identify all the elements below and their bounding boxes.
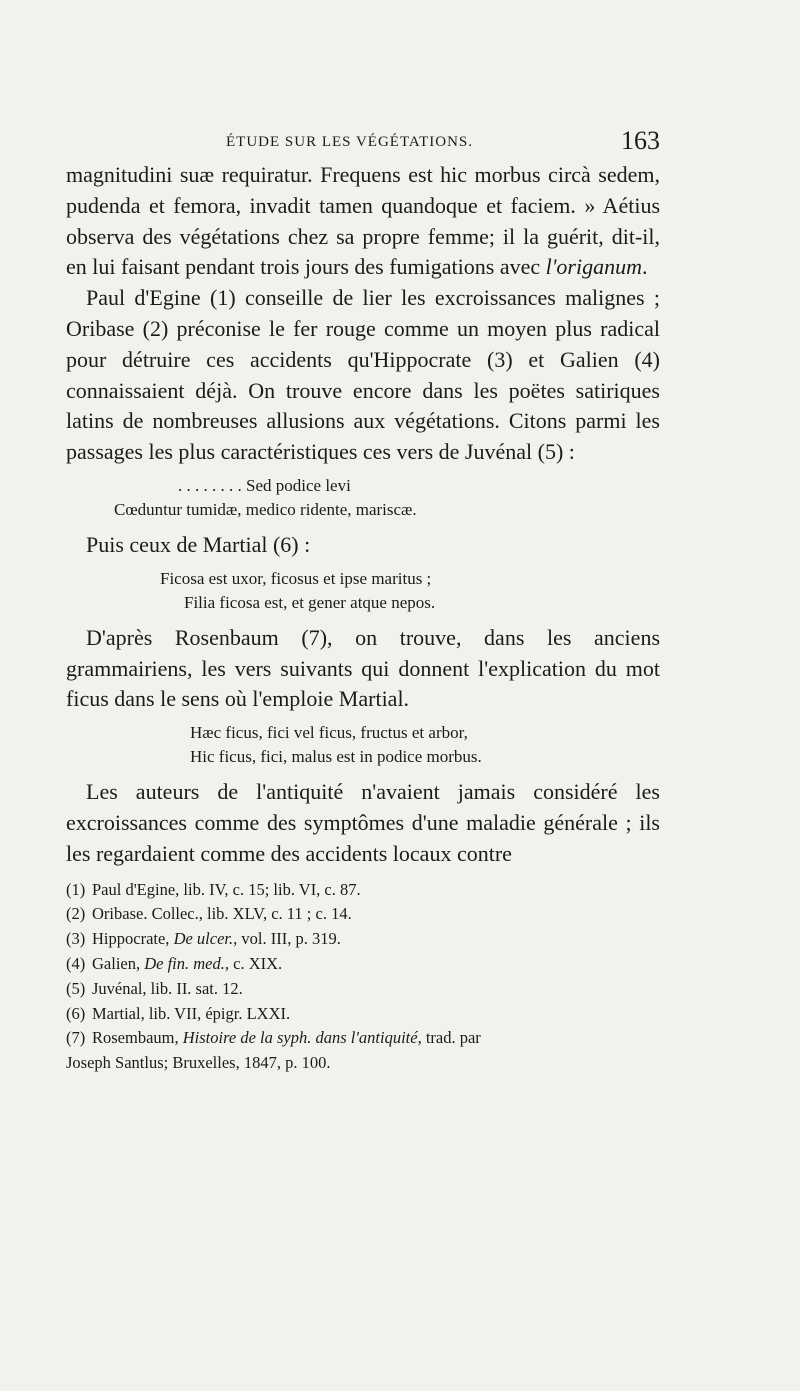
footnote: (5) Juvénal, lib. II. sat. 12. <box>66 978 243 998</box>
juvenal-verse <box>66 474 660 522</box>
page-number: 163 <box>621 126 660 155</box>
verse-line: Filia ficosa est, et gener atque nepos. <box>184 592 436 612</box>
paragraph-3: Puis ceux de Martial (6) : <box>86 531 311 557</box>
verse-line: Cœduntur tumidæ, medico ridente, mariscæ. <box>114 499 417 519</box>
paragraph-4: D'après Rosenbaum (7), on trouve, dans les anciens grammairiens, les vers suivants qui donnent l'explication du mot ficus dans le sens où l'emploie Martial. <box>66 624 660 712</box>
footnotes <box>66 878 660 1076</box>
verse-line: Ficosa est uxor, ficosus et ipse maritus ; <box>160 568 432 588</box>
footnote: (4) Galien, De fin. med., c. XIX. <box>66 953 283 973</box>
footnote: (2) Oribase. Collec., lib. XLV, c. 11 ; c. 14. <box>66 904 352 924</box>
footnote: (3) Hippocrate, De ulcer., vol. III, p. 319. <box>66 929 341 949</box>
footnote: (7) Rosembaum, Histoire de la syph. dans l'antiquité, trad. par <box>66 1028 481 1048</box>
footnote-continuation: Joseph Santlus; Bruxelles, 1847, p. 100. <box>66 1053 331 1073</box>
running-header <box>66 126 660 160</box>
verse-line: Hæc ficus, fici vel ficus, fructus et arbor, <box>190 723 468 743</box>
verse-line: . . . . . . . . Sed podice levi <box>178 475 351 495</box>
main-text <box>66 160 660 870</box>
paragraph-1-end: . <box>642 254 648 280</box>
paragraph-2: Paul d'Egine (1) conseille de lier les excroissances malignes ; Oribase (2) préconise le fer rouge comme un moyen plus radical pour détruire ces accidents qu'Hippocrate (3) et Galien (4) connaissaient déjà. On trouve encore dans les poëtes satiriques latins de nombreuses allusions aux végétations. Citons parmi les passages les plus caractéristiques ces vers de Juvénal (5) : <box>66 285 660 465</box>
verse-line: Hic ficus, fici, malus est in podice morbus. <box>190 747 482 767</box>
paragraph-5: Les auteurs de l'antiquité n'avaient jamais considéré les excroissances comme des symptômes d'une maladie générale ; ils les regardaient comme des accidents locaux contre <box>66 779 660 866</box>
martial-verse <box>66 567 660 615</box>
footnote: (6) Martial, lib. VII, épigr. LXXI. <box>66 1003 291 1023</box>
paragraph-1-text: magnitudini suæ requiratur. Frequens est hic morbus circà sedem, pudenda et femora, invadit tamen quandoque et faciem. » Aétius observa des végétations chez sa propre femme; il la guérit, dit-il, en lui faisant pendant trois jours des fumigations avec <box>66 162 660 280</box>
running-title: ÉTUDE SUR LES VÉGÉTATIONS. <box>226 134 474 150</box>
footnote: (1) Paul d'Egine, lib. IV, c. 15; lib. VI, c. 87. <box>66 879 361 899</box>
paragraph-1 <box>66 160 660 283</box>
book-page <box>66 126 660 1076</box>
origanum-term: l'origanum <box>545 254 642 280</box>
grammarian-verse <box>66 721 660 769</box>
